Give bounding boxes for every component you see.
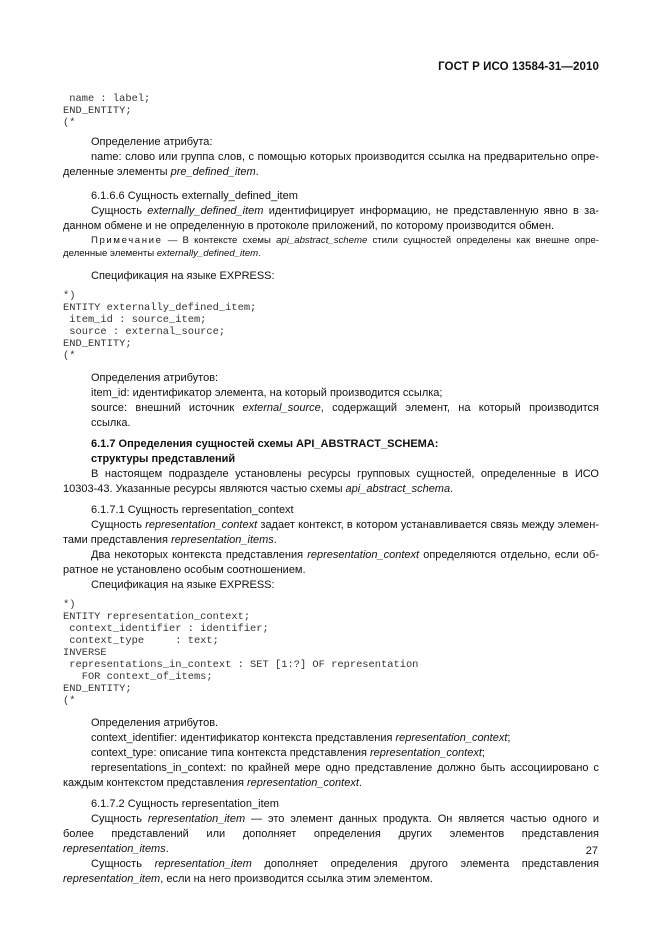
italic-term: representation_context xyxy=(307,549,420,561)
text: Сущность xyxy=(91,205,148,217)
text: определяются отдельно, если об-ратное не установлено особым соотношением. xyxy=(63,549,599,576)
text: context_type: описание типа контекста представления xyxy=(91,747,370,759)
text: — это элемент данных продукта. Он является частью одного и более представлений или дополняет определения других элементов представления xyxy=(63,813,600,840)
italic-term: api_abstract_scheme xyxy=(276,235,368,246)
italic-term: representation_item xyxy=(154,858,252,870)
text: идентифицирует информацию, не представленную явно в за-данном обмене и не определенную в протоколе приложений, по которому производится обмен. xyxy=(63,205,599,232)
italic-term: pre_defined_item xyxy=(170,166,256,178)
text: . xyxy=(273,534,277,546)
express-spec-label: Спецификация на языке EXPRESS: xyxy=(91,270,275,282)
text: , если на него производится ссылка этим элементом. xyxy=(160,873,433,885)
text: Сущность xyxy=(91,519,146,531)
attribute-definition xyxy=(63,401,599,431)
paragraph xyxy=(63,518,599,548)
italic-term: representation_item xyxy=(63,873,161,885)
attribute-definition: item_id: идентификатор элемента, на который производится ссылка; xyxy=(91,387,443,399)
note-label: Примечание xyxy=(91,235,163,246)
text: . xyxy=(165,843,169,855)
section-heading: 6.1.7 Определения сущностей схемы API_ABSTRACT_SCHEMA: xyxy=(91,438,439,450)
italic-term: representation_context xyxy=(395,732,508,744)
text: . xyxy=(358,777,362,789)
text: дополняет определения другого элемента представления xyxy=(251,858,600,870)
section-heading-cont: структуры представлений xyxy=(91,453,236,465)
text: . xyxy=(450,483,454,495)
attribute-definitions-heading: Определения атрибутов. xyxy=(91,717,219,729)
text: В настоящем подразделе установлены ресурсы групповых сущностей, определенные в ИСО 10303-43. Указанные ресурсы являются частью схемы xyxy=(63,468,599,495)
italic-term: representation_context xyxy=(369,747,482,759)
text: — В контексте схемы xyxy=(162,235,277,246)
text: стили сущностей определены как внешне опре-деленные элементы xyxy=(63,235,599,259)
section-title: 6.1.7.2 Сущность representation_item xyxy=(91,798,279,810)
italic-term: externally_defined_item xyxy=(156,248,259,259)
express-code-block: name : label; END_ENTITY; (* xyxy=(63,93,151,129)
text: Два некоторых контекста представления xyxy=(91,549,308,561)
express-spec-label: Спецификация на языке EXPRESS: xyxy=(91,579,275,591)
text: Сущность xyxy=(91,858,155,870)
page-number: 27 xyxy=(585,845,598,857)
paragraph xyxy=(63,467,599,497)
section-title: 6.1.6.6 Сущность externally_defined_item xyxy=(91,190,298,202)
text: Сущность xyxy=(91,813,148,825)
italic-term: representation_context xyxy=(145,519,258,531)
text: context_identifier: идентификатор контекста представления xyxy=(91,732,396,744)
express-code-block: *) ENTITY representation_context; context_identifier : identifier; context_type : text; INVERSE representations_in_context : SET [1:?] OF representation FOR context_of_items; END_ENTITY; (* xyxy=(63,599,419,707)
text: name: слово или группа слов, с помощью которых производится ссылка на предварительно опре-деленные элементы xyxy=(63,151,599,178)
page-content xyxy=(63,93,599,887)
document-id: ГОСТ Р ИСО 13584-31—2010 xyxy=(438,61,599,73)
italic-term: externally_defined_item xyxy=(147,205,264,217)
italic-term: representation_item xyxy=(147,813,246,825)
attribute-definition xyxy=(63,746,599,761)
attribute-definition xyxy=(63,731,599,746)
attribute-name-definition xyxy=(63,150,599,180)
italic-term: representation_context xyxy=(246,777,359,789)
italic-term: external_source xyxy=(242,402,321,414)
attribute-definitions-heading: Определения атрибутов: xyxy=(91,372,219,384)
text: representations_in_context: по крайней мере одно представление должно быть ассоциировано с каждым контекстом представления xyxy=(63,762,599,789)
italic-term: api_abstract_schema xyxy=(345,483,451,495)
paragraph xyxy=(63,857,599,887)
note xyxy=(63,234,599,260)
italic-term: representation_items xyxy=(171,534,274,546)
text: ; xyxy=(481,747,485,759)
section-title: 6.1.7.1 Сущность representation_context xyxy=(91,504,294,516)
italic-term: representation_items xyxy=(63,843,166,855)
attribute-definition-heading: Определение атрибута: xyxy=(91,136,213,148)
text: source: внешний источник xyxy=(91,402,243,414)
attribute-definition xyxy=(63,761,599,791)
express-code-block: *) ENTITY externally_defined_item; item_id : source_item; source : external_source; END_ENTITY; (* xyxy=(63,290,257,362)
text: ; xyxy=(507,732,511,744)
paragraph xyxy=(63,204,599,234)
paragraph xyxy=(63,548,599,578)
text: . xyxy=(258,248,261,259)
text: . xyxy=(255,166,259,178)
text: , содержащий элемент, на который производится ссылка. xyxy=(91,402,599,429)
paragraph xyxy=(63,812,599,857)
text: задает контекст, в котором устанавливается связь между элемен-тами представления xyxy=(63,519,599,546)
